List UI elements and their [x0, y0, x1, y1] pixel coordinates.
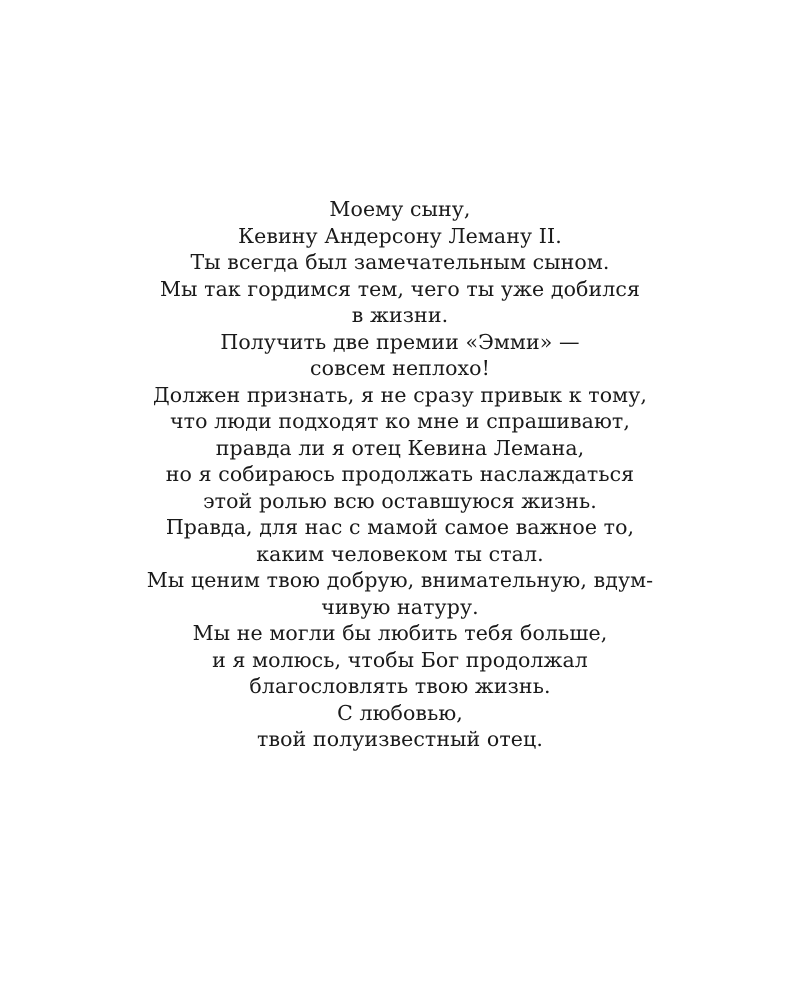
- dedication-line: в жизни.: [351, 303, 449, 327]
- dedication-line: но я собираюсь продолжать наслаждаться: [165, 462, 635, 486]
- dedication-line: Мы так гордимся тем, чего ты уже добился: [160, 276, 640, 301]
- dedication-line: Мы ценим твою добрую, внимательную, вдум-: [146, 568, 654, 592]
- dedication-line: Должен признать, я не сразу привык к тому,: [153, 382, 647, 407]
- dedication-line: что люди подходят ко мне и спрашивают,: [170, 409, 630, 433]
- dedication-line: Кевину Андерсону Леману II.: [238, 223, 562, 248]
- dedication-line: Моему сыну,: [329, 197, 471, 221]
- dedication-line: каким человеком ты стал.: [256, 541, 544, 566]
- dedication-line: правда ли я отец Кевина Лемана,: [215, 435, 585, 460]
- dedication-line: этой ролью всю оставшуюся жизнь.: [203, 488, 597, 513]
- dedication-line: чивую натуру.: [321, 594, 479, 619]
- dedication-line: С любовью,: [337, 700, 463, 725]
- dedication-line: Ты всегда был замечательным сыном.: [190, 250, 610, 274]
- dedication-line: совсем неплохо!: [310, 356, 490, 380]
- dedication-line: Мы не могли бы любить тебя больше,: [192, 621, 608, 645]
- dedication-line: Получить две премии «Эмми» —: [220, 329, 580, 354]
- dedication-line: и я молюсь, чтобы Бог продолжал: [212, 647, 588, 672]
- dedication-text: [100, 196, 700, 753]
- dedication-line: Правда, для нас с мамой самое важное то,: [165, 515, 635, 539]
- dedication-line: благословлять твою жизнь.: [249, 674, 551, 698]
- dedication-line: твой полуизвестный отец.: [257, 727, 543, 751]
